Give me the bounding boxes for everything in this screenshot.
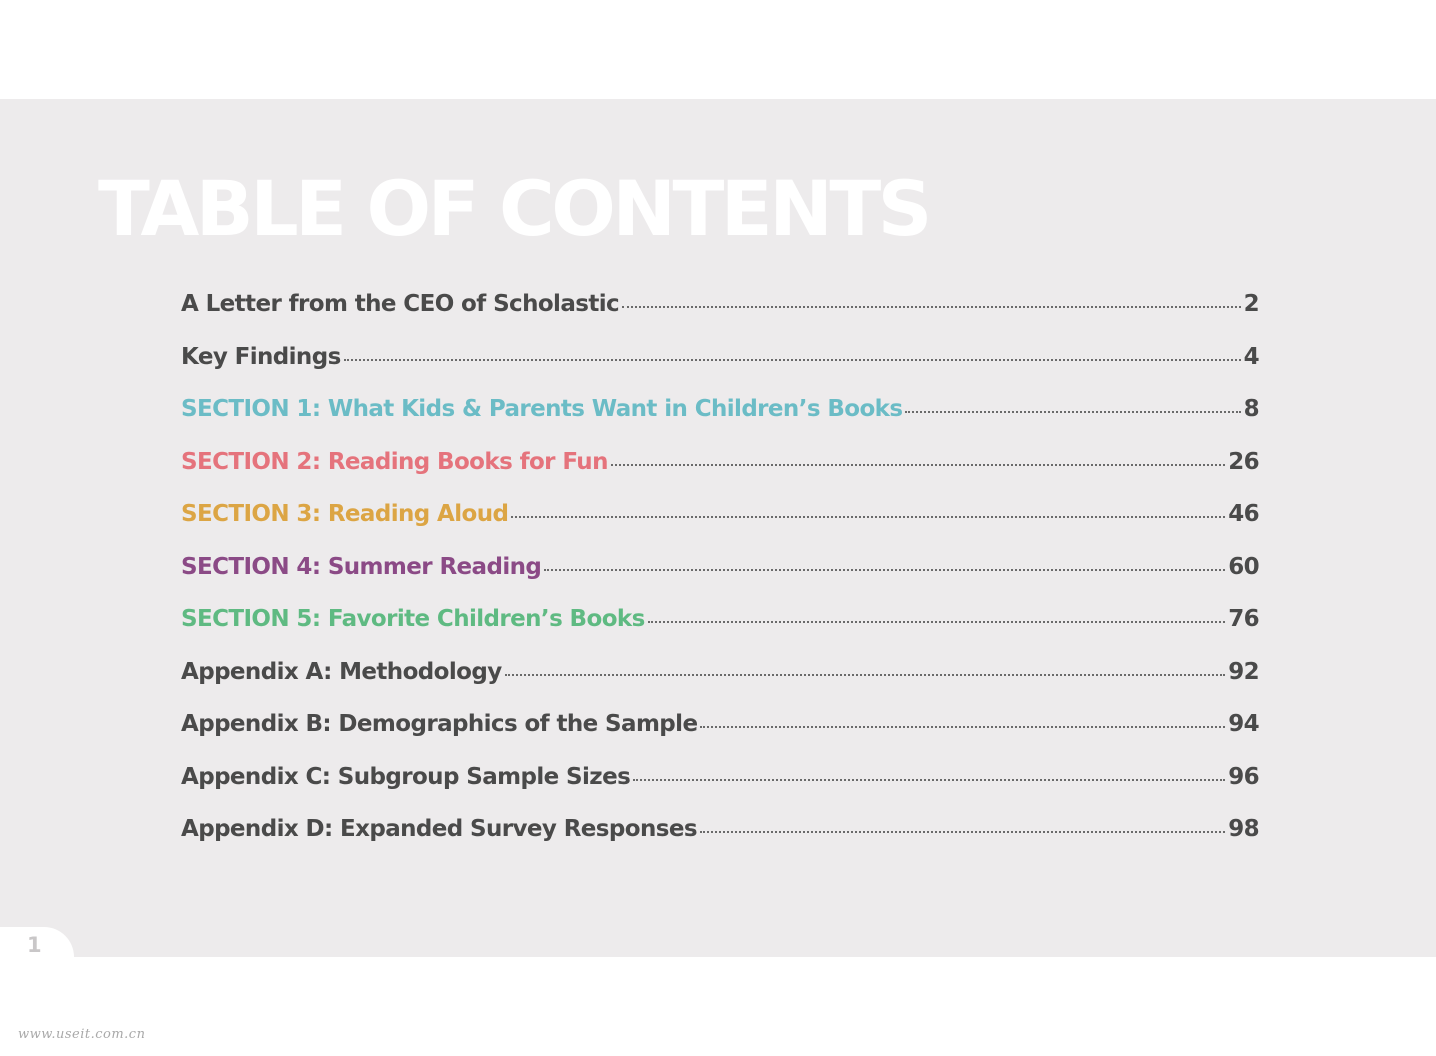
toc-entry-page: 46: [1228, 501, 1259, 527]
toc-entry-page: 8: [1243, 396, 1259, 422]
toc-entry[interactable]: [181, 654, 1259, 707]
dot-leader: [544, 569, 1225, 571]
toc-entry-label: SECTION 1: What Kids & Parents Want in Children’s Books: [181, 396, 903, 422]
dot-leader: [700, 831, 1225, 833]
dot-leader: [344, 359, 1241, 361]
toc-entry-label: Appendix B: Demographics of the Sample: [181, 711, 698, 737]
toc-entry-page: 96: [1228, 763, 1259, 790]
table-of-contents: [181, 286, 1259, 864]
dot-leader: [622, 306, 1241, 308]
toc-entry-label: Appendix D: Expanded Survey Responses: [181, 816, 697, 842]
toc-entry-label: SECTION 4: Summer Reading: [181, 553, 542, 580]
toc-entry[interactable]: [181, 496, 1259, 549]
toc-entry-page: 60: [1228, 553, 1259, 580]
toc-entry-page: 92: [1228, 658, 1259, 685]
toc-entry-label: SECTION 3: Reading Aloud: [181, 501, 509, 527]
dot-leader: [905, 411, 1240, 413]
dot-leader: [633, 779, 1225, 781]
toc-entry[interactable]: [181, 286, 1259, 339]
toc-entry-page: 94: [1228, 711, 1259, 737]
toc-entry-page: 98: [1228, 816, 1259, 842]
toc-entry-label: Appendix A: Methodology: [181, 658, 502, 685]
dot-leader: [505, 674, 1226, 676]
toc-entry[interactable]: [181, 706, 1259, 759]
watermark: www.useit.com.cn: [18, 1027, 146, 1042]
toc-entry-page: 2: [1243, 291, 1259, 317]
toc-entry[interactable]: [181, 339, 1259, 392]
dot-leader: [700, 726, 1225, 728]
dot-leader: [511, 516, 1225, 518]
toc-entry-label: A Letter from the CEO of Scholastic: [181, 291, 620, 317]
toc-entry-label: SECTION 2: Reading Books for Fun: [181, 448, 608, 475]
toc-entry[interactable]: [181, 444, 1259, 497]
page-title: TABLE OF CONTENTS: [98, 164, 929, 253]
toc-entry-page: 4: [1243, 343, 1259, 370]
toc-entry[interactable]: [181, 549, 1259, 602]
page-number: 1: [27, 933, 42, 957]
toc-entry-page: 76: [1228, 606, 1259, 632]
toc-entry[interactable]: [181, 601, 1259, 654]
toc-entry-label: SECTION 5: Favorite Children’s Books: [181, 606, 645, 632]
toc-entry[interactable]: [181, 759, 1259, 812]
toc-entry[interactable]: [181, 391, 1259, 444]
toc-entry-label: Key Findings: [181, 343, 341, 370]
toc-entry[interactable]: [181, 811, 1259, 864]
dot-leader: [611, 464, 1225, 466]
toc-entry-page: 26: [1228, 448, 1259, 475]
dot-leader: [648, 621, 1226, 623]
toc-entry-label: Appendix C: Subgroup Sample Sizes: [181, 763, 631, 790]
